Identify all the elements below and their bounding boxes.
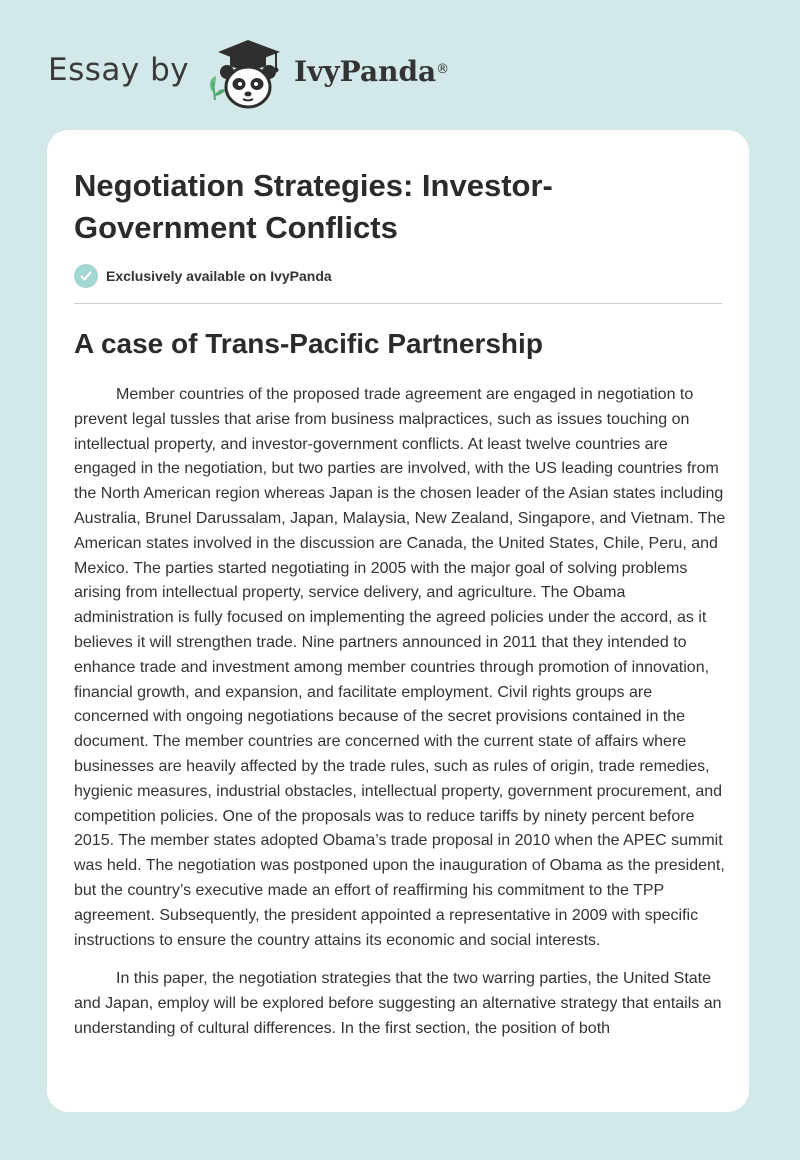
exclusive-badge: [74, 263, 332, 289]
paragraph: In this paper, the negotiation strategies that the two warring parties, the United State and Japan, employ will be explored before suggesting an alternative strategy that entails an understanding of cultural differences. In the first section, the position of both: [74, 970, 722, 1037]
check-circle-icon: [74, 264, 98, 288]
brand-name[interactable]: [294, 55, 449, 89]
brand-label: IvyPanda: [294, 55, 437, 88]
paragraph: Member countries of the proposed trade agreement are engaged in negotiation to prevent legal tussles that arise from business malpractices, such as issues touching on intellectual property, and investor-government conflicts. At least twelve countries are engaged in the negotiation, but two parties are involved, with the US leading countries from the North American region whereas Japan is the chosen leader of the Asian states including Australia, Brunel Darussalam, Japan, Malaysia, New Zealand, Singapore, and Vietnam. The American states involved in the discussion are Canada, the United States, Chile, Peru, and Mexico. The parties started negotiating in 2005 with the major goal of solving problems arising from intellectual property, service delivery, and agriculture. The Obama administration is fully focused on implementing the agreed policies under the accord, as it believes it will strengthen trade. Nine partners announced in 2011 that they intended to enhance trade and investment among member countries through promotion of innovation, financial growth, and expansion, and facilitate employment. Civil rights groups are concerned with ongoing negotiations because of the secret provisions contained in the document. The member countries are concerned with the current state of affairs where businesses are heavily affected by the trade rules, such as rules of origin, trade remedies, hygienic measures, industrial obstacles, intellectual property, government procurement, and competition policies. One of the proposals was to reduce tariffs by ninety percent before 2015. The member states adopted Obama’s trade proposal in 2010 when the APEC summit was held. The negotiation was postponed upon the inauguration of Obama as the president, but the country’s executive made an effort of reaffirming his commitment to the TPP agreement. Subsequently, the president appointed a representative in 2009 with specific instructions to ensure the country attains its economic and social interests.: [74, 386, 726, 949]
exclusive-badge-label: Exclusively available on IvyPanda: [106, 268, 332, 284]
card-bottom-padding: [47, 1078, 749, 1112]
section-heading: A case of Trans-Pacific Partnership: [74, 328, 543, 359]
panda-graduation-cap-icon[interactable]: [200, 34, 292, 110]
essay-body: [74, 383, 726, 1056]
essay-card: [47, 130, 749, 1112]
essay-by-label: Essay by: [48, 52, 190, 88]
essay-title: Negotiation Strategies: Investor-Government Conflicts: [74, 168, 553, 245]
site-header: [0, 0, 800, 130]
divider: [74, 303, 722, 304]
registered-mark: ®: [436, 62, 450, 77]
